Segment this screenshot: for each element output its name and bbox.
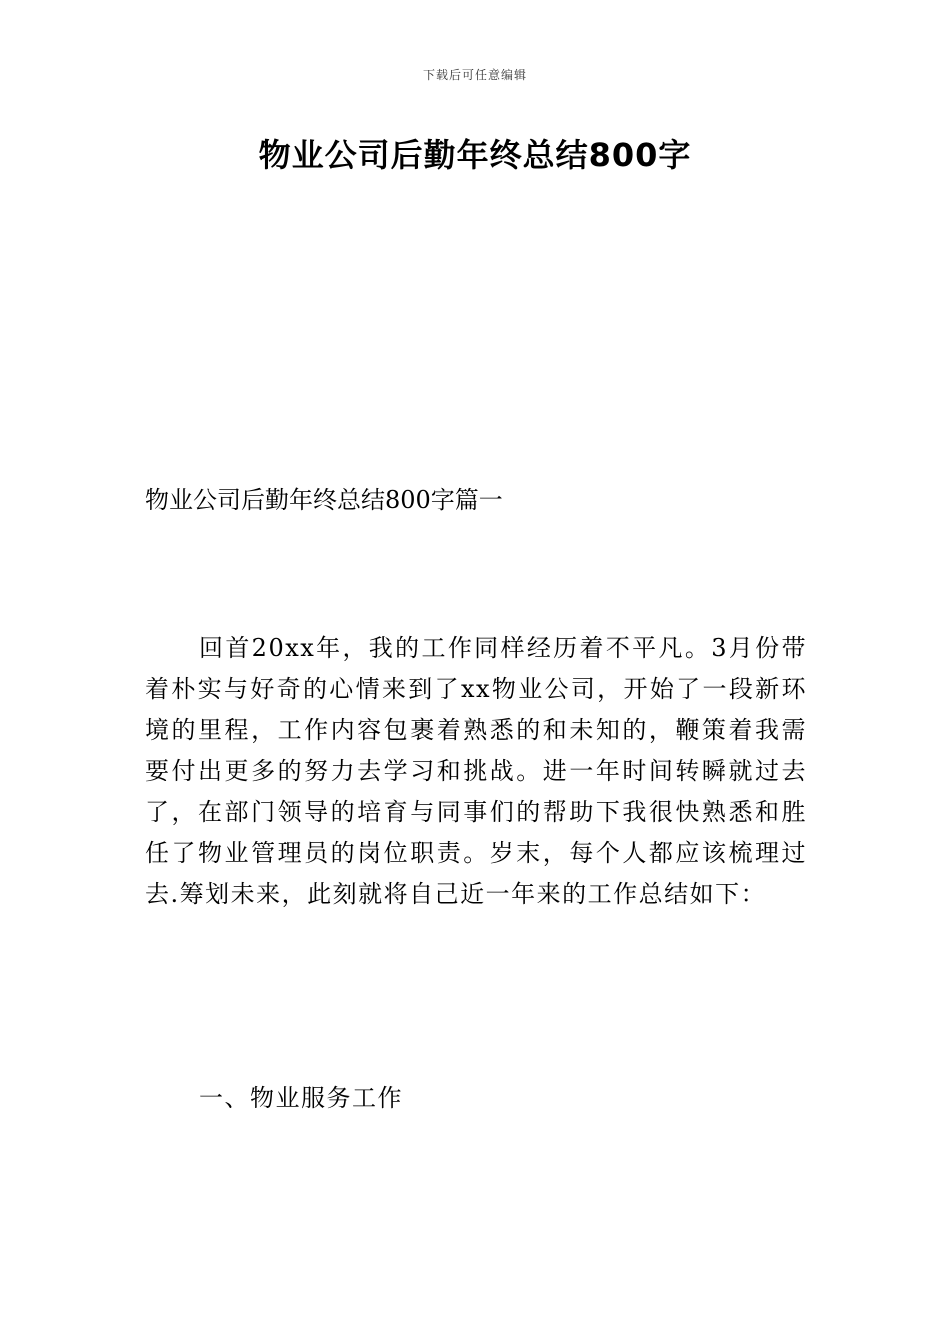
body-paragraph: 回首20xx年，我的工作同样经历着不平凡。3月份带着朴实与好奇的心情来到了xx物业公司，开始了一段新环境的里程，工作内容包裹着熟悉的和未知的，鞭策着我需要付出更多的努力去学习和挑战。进一年时间转瞬就过去了，在部门领导的培育与同事们的帮助下我很快熟悉和胜任了物业管理员的岗位职责。岁末，每个人都应该梳理过去.筹划未来，此刻就将自己近一年来的工作总结如下： [145,634,807,908]
subheading: 一、物业服务工作 [199,1084,403,1112]
header-note: 下载后可任意编辑 [422,68,527,82]
section-heading: 物业公司后勤年终总结800字篇一 [145,486,503,514]
document-title: 物业公司后勤年终总结800字 [258,136,692,174]
